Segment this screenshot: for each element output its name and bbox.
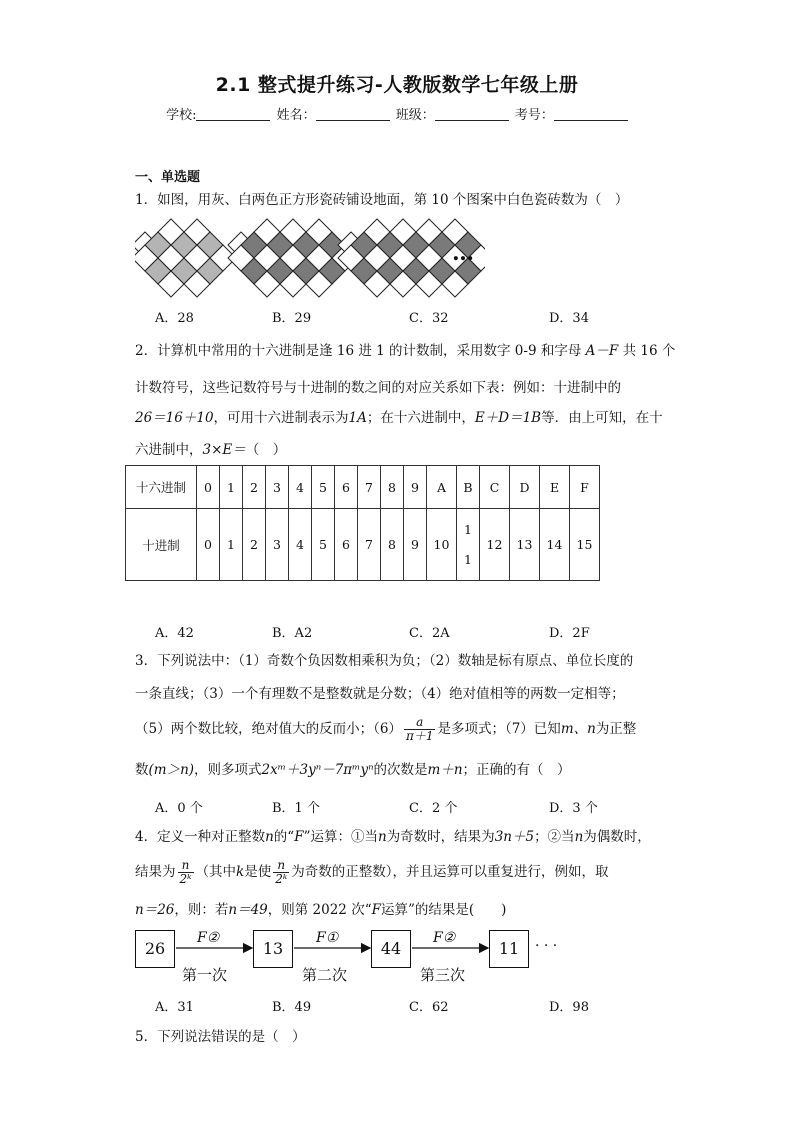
page-title: 2.1 整式提升练习-人教版数学七年级上册 bbox=[215, 74, 579, 96]
question-3-line-3: （5）两个数比较，绝对值大的反而小；（6） $\frac{a}{\pi+1}$ 是多项式；（7）已知m、n为正整 bbox=[135, 715, 637, 743]
decimal-cell: 10 bbox=[427, 509, 457, 581]
question-4-options bbox=[155, 996, 755, 1014]
decimal-cell: 2 bbox=[243, 509, 266, 581]
question-4-line-3: n＝26，则：若n＝49，则第 2022 次“F运算”的结果是( ) bbox=[135, 902, 507, 918]
hex-cell: A bbox=[427, 466, 457, 509]
step-label-3: 第三次 bbox=[420, 966, 466, 984]
decimal-cell: 5 bbox=[312, 509, 335, 581]
math-a-f: A－F bbox=[585, 343, 619, 359]
flow-box-4: 11 bbox=[489, 930, 529, 968]
question-4-line-2: 结果为 $\frac{n}{\text{2ᵏ}}$ （其中k是使 $\frac{n}{\text{2ᵏ}}$ 为奇数的正整数），并且运算可以重复进行，例如，取 bbox=[135, 858, 609, 886]
decimal-cell: 14 bbox=[540, 509, 570, 581]
school-blank[interactable] bbox=[196, 108, 270, 121]
option-b[interactable]: B．A2 bbox=[272, 626, 313, 641]
school-label: 学校: bbox=[166, 108, 197, 123]
question-3-line-1: 3．下列说法中：（1）奇数个负因数相乘积为负；（2）数轴是标有原点、单位长度的 bbox=[135, 653, 634, 669]
question-2-line-1: 2．计算机中常用的十六进制是逢 16 进 1 的计数制，采用数字 0-9 和字母 A－F 共 16 个 bbox=[135, 343, 676, 359]
question-2-line-4: 六进制中，3×E＝（ ） bbox=[135, 442, 287, 458]
decimal-cell: 1 1 bbox=[457, 509, 480, 581]
hex-decimal-table bbox=[125, 465, 600, 581]
hex-row bbox=[126, 466, 600, 509]
f-operation-flow bbox=[135, 928, 575, 988]
question-3-options bbox=[155, 797, 755, 815]
section-heading: 一、单选题 bbox=[135, 170, 201, 185]
option-b[interactable]: B．29 bbox=[272, 311, 312, 326]
flow-box-1: 26 bbox=[135, 930, 175, 968]
hex-cell: 0 bbox=[197, 466, 220, 509]
tile-pattern-1 bbox=[135, 219, 236, 297]
decimal-cell: 0 bbox=[197, 509, 220, 581]
option-c[interactable]: C．2A bbox=[409, 626, 450, 641]
option-b[interactable]: B．49 bbox=[272, 1000, 312, 1015]
hex-cell: 5 bbox=[312, 466, 335, 509]
hex-cell: F bbox=[570, 466, 600, 509]
option-c[interactable]: C．32 bbox=[409, 311, 449, 326]
arrow-label-2: F① bbox=[316, 930, 339, 946]
question-5-text: 5．下列说法错误的是（ ） bbox=[135, 1029, 306, 1045]
decimal-row bbox=[126, 509, 600, 581]
option-d[interactable]: D．98 bbox=[549, 1000, 589, 1015]
option-c[interactable]: C．62 bbox=[409, 1000, 449, 1015]
option-d[interactable]: D．34 bbox=[549, 311, 589, 326]
step-label-1: 第一次 bbox=[182, 966, 228, 984]
exam-no-label: 考号： bbox=[514, 108, 554, 123]
decimal-cell: 12 bbox=[480, 509, 510, 581]
option-d[interactable]: D．3 个 bbox=[549, 801, 598, 816]
option-a[interactable]: A．42 bbox=[155, 626, 194, 641]
question-3-line-2: 一条直线；（3）一个有理数不是整数就是分数；（4）绝对值相等的两数一定相等； bbox=[135, 686, 625, 702]
question-4-line-1: 4．定义一种对正整数n的“F”运算：①当n为奇数时，结果为3n＋5；②当n为偶数时， bbox=[135, 829, 651, 845]
pattern-ellipsis: … bbox=[452, 240, 474, 266]
question-2-options bbox=[155, 622, 755, 640]
option-d[interactable]: D．2F bbox=[549, 626, 590, 641]
hex-cell: 7 bbox=[358, 466, 381, 509]
hex-row-header: 十六进制 bbox=[126, 466, 197, 509]
decimal-cell: 6 bbox=[335, 509, 358, 581]
decimal-cell: 4 bbox=[289, 509, 312, 581]
hex-cell: 8 bbox=[381, 466, 404, 509]
decimal-cell: 9 bbox=[404, 509, 427, 581]
hex-cell: 1 bbox=[220, 466, 243, 509]
hex-cell: 6 bbox=[335, 466, 358, 509]
flow-box-2: 13 bbox=[253, 930, 293, 968]
decimal-cell: 15 bbox=[570, 509, 600, 581]
decimal-cell: 7 bbox=[358, 509, 381, 581]
question-3-line-4: 数(m＞n)，则多项式2xᵐ＋3yⁿ－7πᵐyⁿ的次数是m＋n；正确的有（ ） bbox=[135, 762, 571, 778]
hex-cell: D bbox=[510, 466, 540, 509]
hex-cell: E bbox=[540, 466, 570, 509]
hex-cell: C bbox=[480, 466, 510, 509]
hex-cell: 9 bbox=[404, 466, 427, 509]
option-a[interactable]: A．28 bbox=[155, 311, 194, 326]
hex-cell: 3 bbox=[266, 466, 289, 509]
option-c[interactable]: C．2 个 bbox=[409, 801, 458, 816]
flow-dots: · · · bbox=[535, 938, 558, 954]
option-a[interactable]: A．0 个 bbox=[155, 801, 203, 816]
question-1-options bbox=[155, 307, 755, 325]
decimal-row-header: 十进制 bbox=[126, 509, 197, 581]
exam-no-blank[interactable] bbox=[554, 108, 628, 121]
student-info-line bbox=[0, 104, 794, 123]
step-label-2: 第二次 bbox=[302, 966, 348, 984]
hex-cell: 2 bbox=[243, 466, 266, 509]
class-blank[interactable] bbox=[435, 108, 509, 121]
fraction-a-over-pi-plus-1: $\frac{a}{\pi+1}$ bbox=[405, 715, 434, 743]
decimal-cell: 8 bbox=[381, 509, 404, 581]
flow-box-3: 44 bbox=[371, 930, 411, 968]
tile-patterns-figure bbox=[135, 218, 485, 298]
name-blank[interactable] bbox=[316, 108, 390, 121]
arrow-label-3: F② bbox=[433, 930, 456, 946]
option-a[interactable]: A．31 bbox=[155, 1000, 194, 1015]
hex-cell: B bbox=[457, 466, 480, 509]
question-2-line-3: 26＝16＋10，可用十六进制表示为1A；在十六进制中，E＋D＝1B等．由上可知，在十 bbox=[135, 410, 663, 426]
decimal-cell: 1 bbox=[220, 509, 243, 581]
hex-cell: 4 bbox=[289, 466, 312, 509]
decimal-cell: 13 bbox=[510, 509, 540, 581]
question-1-text: 1．如图，用灰、白两色正方形瓷砖铺设地面，第 10 个图案中白色瓷砖数为（ ） bbox=[135, 192, 629, 208]
class-label: 班级： bbox=[395, 108, 435, 123]
option-b[interactable]: B．1 个 bbox=[272, 801, 320, 816]
arrow-label-1: F② bbox=[197, 930, 220, 946]
name-label: 姓名： bbox=[276, 108, 316, 123]
question-2-line-2: 计数符号，这些记数符号与十进制的数之间的对应关系如下表：例如：十进制中的 bbox=[135, 380, 621, 396]
decimal-cell: 3 bbox=[266, 509, 289, 581]
fraction-n-over-2k: $\frac{n}{\text{2ᵏ}}$ bbox=[179, 858, 192, 886]
